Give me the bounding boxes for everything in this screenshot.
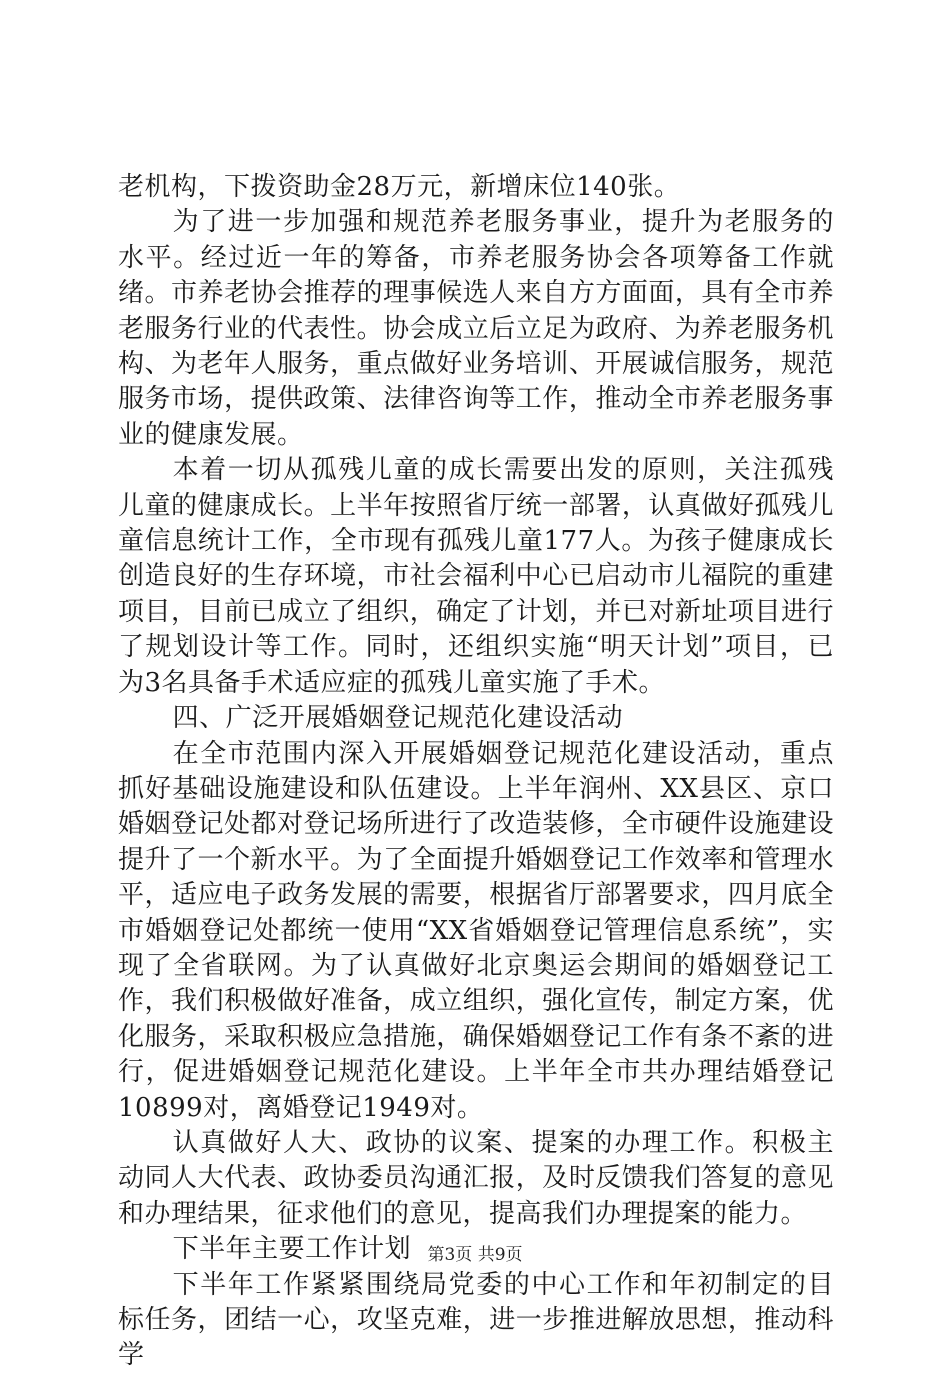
section-heading-4: 四、广泛开展婚姻登记规范化建设活动: [172, 703, 624, 734]
paragraph-2: 为了进一步加强和规范养老服务事业，提升为老服务的水平。经过近一年的筹备，市养老服务协会各项筹备工作就绪。市养老协会推荐的理事候选人来自方方面面，具有全市养老服务行业的代表性。协会成立后立足为政府、为养老服务机构、为老年人服务，重点做好业务培训、开展诚信服务，规范服务市场，提供政策、法律咨询等工作，推动全市养老服务事业的健康发展。: [118, 207, 834, 450]
paragraph-1: 老机构，下拨资助金28万元，新增床位140张。: [118, 172, 681, 202]
paragraph-5: 在全市范围内深入开展婚姻登记规范化建设活动，重点抓好基础设施建设和队伍建设。上半年润州、XX县区、京口婚姻登记处都对登记场所进行了改造装修，全市硬件设施建设提升了一个新水平。为了全面提升婚姻登记工作效率和管理水平，适应电子政务发展的需要，根据省厅部署要求，四月底全市婚姻登记处都统一使用“XX省婚姻登记管理信息系统”，实现了全省联网。为了认真做好北京奥运会期间的婚姻登记工作，我们积极做好准备，成立组织，强化宣传，制定方案，优化服务，采取积极应急措施，确保婚姻登记工作有条不紊的进行，促进婚姻登记规范化建设。上半年全市共办理结婚登记10899对，离婚登记1949对。: [118, 738, 834, 1123]
paragraph-8: 下半年工作紧紧围绕局党委的中心工作和年初制定的目标任务，团结一心，攻坚克难，进一步推进解放思想，推动科学: [118, 1269, 834, 1371]
paragraph-3: 本着一切从孤残儿童的成长需要出发的原则，关注孤残儿童的健康成长。上半年按照省厅统一部署，认真做好孤残儿童信息统计工作，全市现有孤残儿童177人。为孩子健康成长创造良好的生存环境，市社会福利中心已启动市儿福院的重建项目，目前已成立了组织，确定了计划，并已对新址项目进行了规划设计等工作。同时，还组织实施“明天计划”项目，已为3名具备手术适应症的孤残儿童实施了手术。: [118, 455, 834, 698]
section-heading-plan: 下半年主要工作计划: [172, 1234, 412, 1265]
document-body: [118, 170, 834, 1374]
paragraph-6: 认真做好人大、政协的议案、提案的办理工作。积极主动同人大代表、政协委员沟通汇报，及时反馈我们答复的意见和办理结果，征求他们的意见，提高我们办理提案的能力。: [118, 1127, 834, 1229]
page-footer: 第3页 共9页: [427, 1245, 523, 1265]
